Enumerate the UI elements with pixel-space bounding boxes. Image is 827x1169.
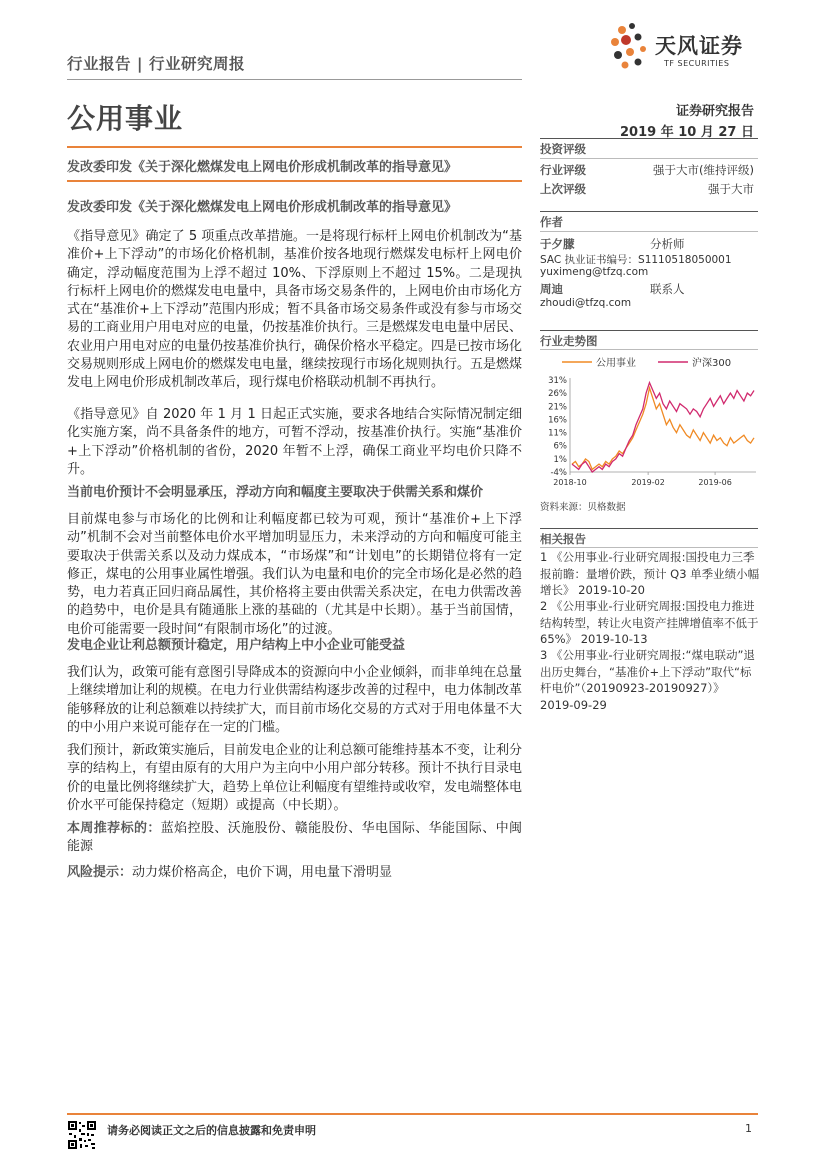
prev-rating-label: 上次评级 [540, 182, 586, 196]
page-number: 1 [745, 1122, 752, 1135]
trend-chart [538, 352, 760, 492]
legend-label: 沪深300 [692, 358, 732, 369]
paragraph-2: 《指导意见》自 2020 年 1 月 1 日起正式实施，要求各地结合实际情况制定细化实施方案，尚不具备条件的地方，可暂不浮动，按基准价执行。实施“基准价+上下浮动”价格机制的省份，2020 年暂不上浮，确保工商业平均电价只降不升。 [67, 407, 522, 477]
recommendations-text: 蓝焰控股、沃施股份、赣能股份、华电国际、华能国际、中闽能源 [67, 821, 522, 855]
report-category: 行业报告 | 行业研究周报 [67, 55, 245, 73]
sidebar-divider [540, 158, 758, 159]
sidebar-divider [540, 547, 758, 548]
sidebar-divider [540, 211, 758, 212]
sidebar-divider [540, 330, 758, 331]
author-email[interactable]: zhoudi@tfzq.com [540, 297, 632, 309]
paragraph-4: 我们认为，政策可能有意图引导降成本的资源向中小企业倾斜，而非单纯在总量上继续增加让利的规模。在电力行业供需结构逐步改善的过程中，电力体制改革能够释放的让利总额难以持续扩大，而目前市场化交易的方式对于用电体量不大的中小用户来说可能存在一定的门槛。 [67, 665, 523, 735]
section-title-1: 发改委印发《关于深化燃煤发电上网电价形成机制改革的指导意见》 [67, 200, 458, 215]
chart-axes [548, 376, 756, 487]
rating-title: 投资评级 [540, 142, 586, 156]
chart-source: 资料来源：贝格数据 [540, 502, 626, 513]
author-role: 分析师 [650, 237, 685, 251]
x-tick-label: 2019-06 [698, 478, 732, 487]
section-title-2: 当前电价预计不会明显承压，浮动方向和幅度主要取决于供需关系和煤价 [67, 485, 484, 500]
y-tick-label: -4% [550, 468, 567, 478]
sidebar-divider [540, 528, 758, 529]
series-line [572, 383, 754, 472]
report-type: 证券研究报告 [675, 104, 754, 119]
y-tick-label: 6% [553, 441, 567, 452]
footer-disclaimer[interactable]: 请务必阅读正文之后的信息披露和免责申明 [107, 1124, 316, 1137]
risk-label: 风险提示： [67, 865, 133, 880]
recommendations-label: 本周推荐标的： [67, 821, 161, 836]
footer-divider [67, 1113, 758, 1115]
author-email[interactable]: yuximeng@tfzq.com [540, 266, 649, 278]
x-tick-label: 2018-10 [553, 478, 587, 487]
report-title: 发改委印发《关于深化燃煤发电上网电价形成机制改革的指导意见》 [67, 160, 458, 175]
legend-label: 公用事业 [596, 358, 636, 369]
y-tick-label: 31% [548, 376, 567, 386]
sidebar-divider [540, 138, 758, 139]
author-title: 作者 [540, 215, 563, 229]
qr-code-icon [67, 1120, 97, 1150]
risk-warning [67, 864, 522, 882]
related-report-item[interactable]: 3 《公用事业-行业研究周报:“煤电联动”退出历史舞台，“基准价+上下浮动”取代“标杆电价”（20190923-20190927）》 2019-09-29 [540, 648, 755, 712]
logo-dots-icon [611, 23, 646, 69]
sector-title: 公用事业 [67, 102, 184, 135]
author-name: 于夕朦 [540, 237, 575, 251]
author-role: 联系人 [650, 282, 685, 296]
author-cert: SAC 执业证书编号：S1110518050001 [540, 254, 732, 266]
report-date: 2019 年 10 月 27 日 [620, 125, 754, 140]
chart-lines [572, 383, 754, 472]
y-tick-label: 16% [548, 415, 567, 426]
header-divider [67, 79, 522, 80]
related-report-item[interactable]: 1 《公用事业-行业研究周报:国投电力三季报前瞻：量增价跌，预计 Q3 单季业绩小幅增长》 2019-10-20 [540, 550, 760, 597]
x-tick-label: 2019-02 [631, 478, 665, 487]
chart-title: 行业走势图 [540, 334, 598, 348]
logo-name-en: TF SECURITIES [664, 59, 730, 68]
series-line [572, 388, 754, 470]
paragraph-3: 目前煤电参与市场化的比例和让利幅度都已较为可观，预计“基准价+上下浮动”机制不会对当前整体电价水平增加明显压力，未来浮动的方向和幅度可能主要取决于供需关系以及动力煤成本，“市场煤”和“计划电”的长期错位将有一定修正，煤电的公用事业属性增强。我们认为电量和电价的完全市场化是必然的趋势，电力若真正回归商品属性，其价格将主要由供需关系决定，在电力供需改善的趋势中，电价是具有随通胀上涨的基础的（尤其是中长期）。基于当前国情，电价可能需要一段时间“有限制市场化”的过渡。 [67, 512, 523, 637]
related-report-item[interactable]: 2 《公用事业-行业研究周报:国投电力推进结构转型，转让火电资产挂牌增值率不低于 65%》 2019-10-13 [540, 599, 759, 646]
y-tick-label: 11% [548, 428, 567, 439]
y-tick-label: 26% [548, 389, 567, 400]
rating-label: 行业评级 [540, 163, 586, 177]
rating-value: 强于大市(维持评级) [653, 163, 754, 177]
recommendations [67, 820, 522, 857]
chart-legend [562, 356, 731, 369]
related-title: 相关报告 [540, 532, 586, 546]
paragraph-5: 我们预计，新政策实施后，目前发电企业的让利总额可能维持基本不变，让利分享的结构上，有望由原有的大用户为主向中小用户部分转移。预计不执行目录电价的电量比例将继续扩大，趋势上单位让利幅度有望维持或收窄，发电端整体电价水平可能保持稳定（短期）或提高（中长期）。 [67, 743, 523, 813]
sidebar-divider [540, 349, 758, 350]
paragraph-1: 《指导意见》确定了 5 项重点改革措施。一是将现行标杆上网电价机制改为“基准价+上下浮动”的市场化价格机制，基准价按各地现行燃煤发电标杆上网电价确定，浮动幅度范围为上浮不超过 10%、下浮原则上不超过 15%。二是现执行标杆上网电价的燃煤发电电量中，具备市场交易条件的，上网电价由市场化方式在“基准价+上下浮动”范围内形成；暂不具备市场交易条件或没有参与市场交易的工商业用户用电对应的电量，仍按基准价执行。三是燃煤发电电量中居民、农业用户用电对应的电量仍按基准价执行，确保价格水平稳定。四是已按市场化交易规则形成上网电价的燃煤发电电量，继续按现行市场化规则执行。五是燃煤发电上网电价形成机制改革后，现行煤电价格联动机制不再执行。 [67, 229, 523, 391]
y-tick-label: 1% [553, 454, 567, 465]
risk-text: 动力煤价格高企，电价下调，用电量下滑明显 [132, 865, 393, 880]
y-tick-label: 21% [548, 402, 567, 413]
logo-name-cn: 天风证券 [655, 34, 743, 58]
prev-rating-value: 强于大市 [708, 182, 754, 196]
author-name: 周迪 [540, 282, 563, 296]
sidebar-divider [540, 231, 758, 232]
section-title-3: 发电企业让利总额预计稳定，用户结构上中小企业可能受益 [67, 638, 406, 653]
